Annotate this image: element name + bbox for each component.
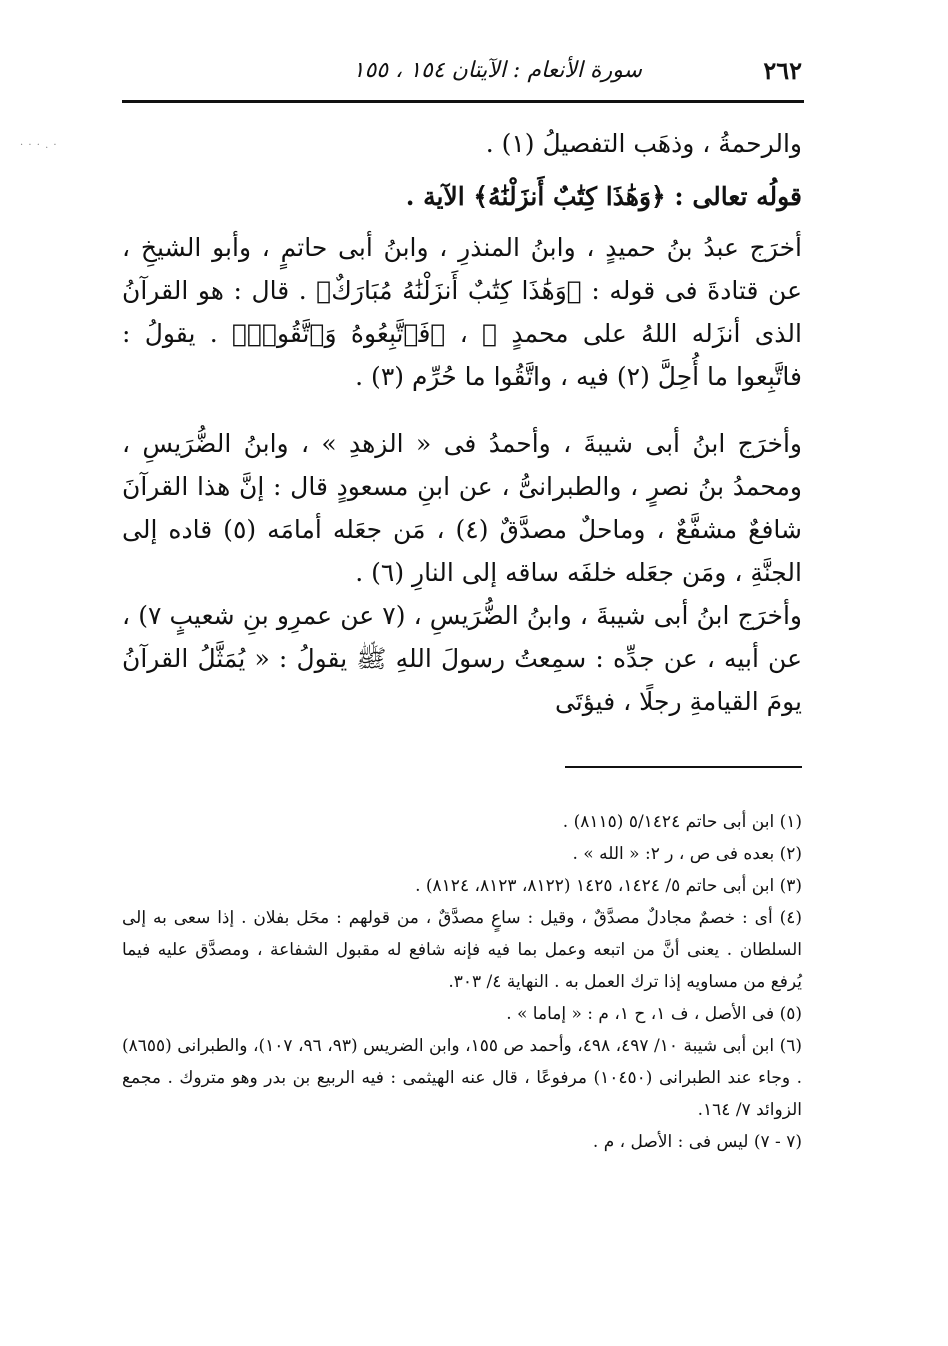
footnote: (٧ - ٧) ليس فى : الأصل ، م . [592, 1132, 802, 1152]
footnote: (٣) ابن أبى حاتم ٥/ ١٤٢٤، ١٤٢٥ (٨١٢٢، ٨١٢٣، ٨١٢٤) . [415, 876, 802, 896]
footnote: (٥) فى الأصل ، ف ١، ح ١، م : « إماما » . [506, 1004, 802, 1024]
page-number: ٢٦٢ [763, 56, 802, 85]
paragraph: وأخرَج ابنُ أبى شيبةَ ، وأحمدُ فى « الزهدِ » ، وابنُ الضُّرَيسِ ، ومحمدُ بنُ نصرٍ ، والطبرانىُّ ، عن ابنِ مسعودٍ قال : إنَّ هذا القرآنَ شافعٌ مشفَّعٌ ، وماحلٌ مصدَّقٌ (٤) ، مَن جعَله أمامَه (٥) قاده إلى الجنَّةِ ، ومَن جعَله خلفَه ساقه إلى النارِ (٦) . [122, 429, 802, 587]
scan-mark: · · · . · [20, 140, 58, 151]
running-title: سورة الأنعام : الآيتان ١٥٤ ، ١٥٥ [352, 58, 642, 83]
footnote: (٤) أى : خصمٌ مجادلٌ مصدَّقٌ ، وقيل : ساعٍ مصدَّقٌ ، من قولهم : محَل بفلان . إذا سعى به إلى السلطان . يعنى أنَّ من اتبعه وعمل بما فيه فإنه شافع له مقبول الشفاعة ، ومصدَّق عليه فيما يُرفع من مساويه إذا ترك العمل به . النهاية ٤/ ٣٠٣. [122, 908, 802, 992]
footnote: (١) ابن أبى حاتم ٥/١٤٢٤ (٨١١٥) . [562, 812, 802, 832]
footnote: (٢) بعده فى ص ، ر ٢: « الله » . [572, 844, 802, 864]
verse-heading: قولُه تعالى : ﴿وَهَٰذَا كِتَٰبٌ أَنزَلْنَٰهُ﴾ الآية . [405, 182, 802, 211]
header-rule [122, 100, 804, 103]
page-header [122, 48, 802, 92]
paragraph: أخرَج عبدُ بنُ حميدٍ ، وابنُ المنذرِ ، وابنُ أبى حاتمٍ ، وأبو الشيخِ ، عن قتادةَ فى قوله : ﴿وَهَٰذَا كِتَٰبٌ أَنزَلْنَٰهُ مُبَارَكٌ﴾ . قال : هو القرآنُ الذى أنزَله اللهُ على محمدٍ ﷺ ، ﴿فَٱتَّبِعُوهُ وَٱتَّقُوا۟﴾ . يقولُ : فاتَّبِعوا ما أُحِلَّ (٢) فيه ، واتَّقُوا ما حُرِّم (٣) . [122, 233, 802, 391]
footnote: (٦) ابن أبى شيبة ١٠/ ٤٩٧، ٤٩٨، وأحمد ص ١٥٥، وابن الضريس (٩٣، ٩٦، ١٠٧)، والطبرانى (٨٦٥٥) . وجاء عند الطبرانى (١٠٤٥٠) مرفوعًا ، قال عنه الهيثمى : فيه الربيع بن بدر وهو متروك . مجمع الزوائد ٧/ ١٦٤. [122, 1036, 803, 1120]
footnotes [122, 806, 802, 1158]
paragraph: والرحمةُ ، وذهَب التفصيلُ (١) . [485, 129, 802, 158]
main-text [122, 122, 802, 723]
paragraph: وأخرَج ابنُ أبى شيبةَ ، وابنُ الضُّرَيسِ ، (٧ عن عمرِو بنِ شعيبٍ ٧) ، عن أبيه ، عن جدِّه : سمِعتُ رسولَ اللهِ ﷺ يقولُ : « يُمَثَّلُ القرآنُ يومَ القيامةِ رجلًا ، فيؤتَى [122, 601, 802, 716]
footnote-rule [565, 766, 802, 768]
